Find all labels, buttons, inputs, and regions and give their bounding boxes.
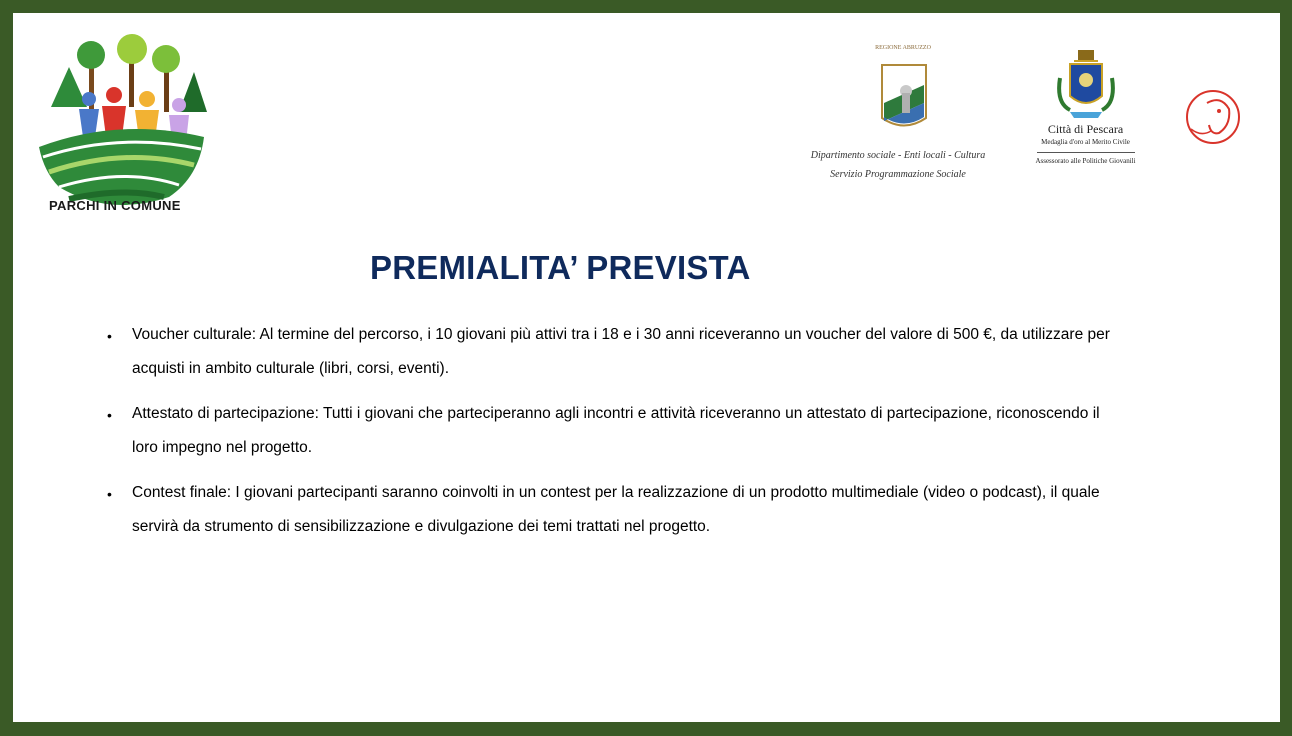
bullet-text-attestato: Attestato di partecipazione: Tutti i giovani che parteciperanno agli incontri e attività riceveranno un attestato di partecipazione, riconoscendo il loro impegno nel progetto.: [132, 405, 1100, 456]
bullet-marker: •: [107, 407, 112, 423]
list-item: [13, 318, 1280, 386]
regione-abruzzo-logo: [803, 43, 993, 193]
list-item: [13, 397, 1280, 465]
slide-title: PREMIALITA’ PREVISTA: [370, 249, 751, 286]
regione-dept-text: Dipartimento sociale - Enti locali - Cultura: [810, 150, 986, 161]
regione-header: REGIONE ABRUZZO: [875, 45, 931, 51]
parchi-in-comune-logo: [29, 27, 209, 217]
bullet-marker: •: [107, 328, 112, 344]
bullet-list: [13, 318, 1280, 555]
pescara-medal-text: Medaglia d'oro al Merito Civile: [1041, 138, 1130, 146]
dannunzio-icon: [1171, 85, 1256, 145]
slide-canvas: [13, 13, 1280, 722]
regione-abruzzo-shield-icon: [880, 63, 928, 133]
list-item: [13, 476, 1280, 544]
pescara-divider: [1037, 152, 1135, 153]
pescara-name: Città di Pescara: [1047, 122, 1124, 136]
pescara-office-text: Assessorato alle Politiche Giovanili: [1035, 157, 1136, 165]
regione-service-text: Servizio Programmazione Sociale: [830, 169, 966, 180]
bullet-text-contest: Contest finale: I giovani partecipanti saranno coinvolti in un contest per la realizzazione di un prodotto multimediale (video o podcast), il quale servirà da strumento di sensibilizzazione e divulgazione dei temi trattati nel progetto.: [132, 484, 1100, 535]
pescara-logo: [1023, 48, 1148, 188]
dannunzio-logo: [1171, 85, 1256, 165]
pescara-crest-icon: [1056, 48, 1116, 123]
bullet-marker: •: [107, 486, 112, 502]
parchi-logo-text: PARCHI IN COMUNE: [49, 198, 181, 213]
bullet-text-voucher: Voucher culturale: Al termine del percorso, i 10 giovani più attivi tra i 18 e i 30 anni riceveranno un voucher del valore di 500 €, da utilizzare per acquisti in ambito culturale (libri, corsi, eventi).: [132, 326, 1110, 377]
